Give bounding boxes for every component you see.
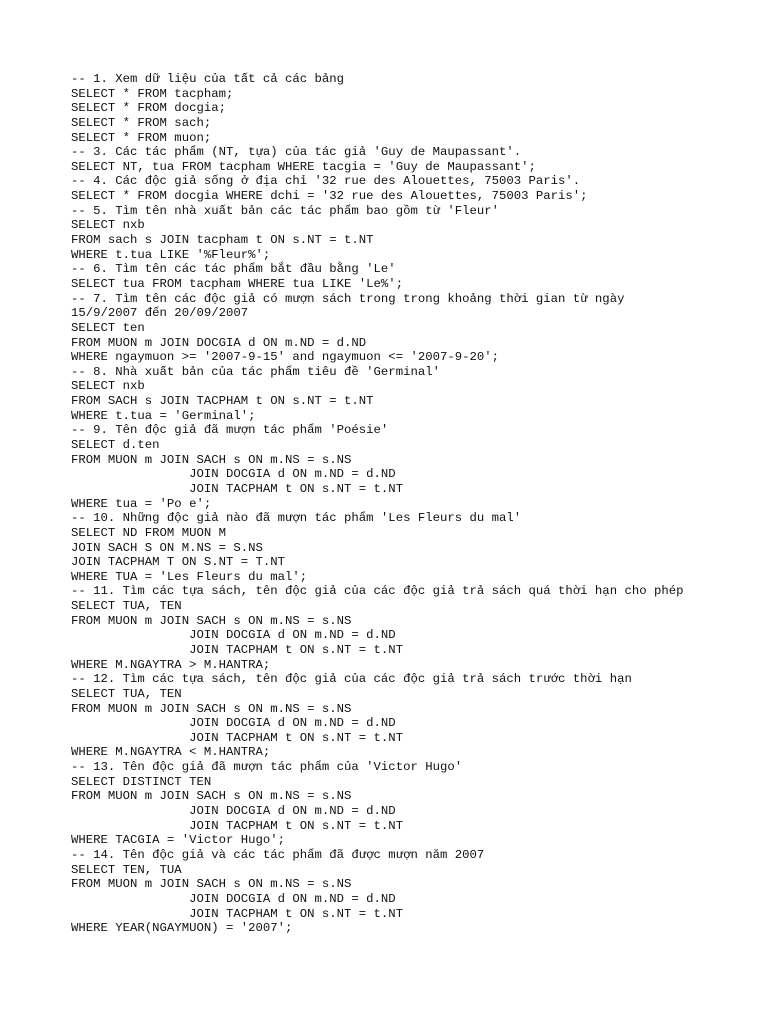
- code-line: JOIN TACPHAM t ON s.NT = t.NT: [71, 906, 404, 921]
- code-line: -- 3. Các tác phẩm (NT, tựa) của tác giả 'Guy de Maupassant'.: [71, 145, 522, 160]
- code-line: JOIN DOCGIA d ON m.ND = d.ND: [71, 628, 396, 643]
- code-line: WHERE ngaymuon >= '2007-9-15' and ngaymuon <= '2007-9-20';: [71, 350, 500, 365]
- code-line: SELECT DISTINCT TEN: [71, 774, 212, 789]
- code-line: SELECT tua FROM tacpham WHERE tua LIKE 'Le%';: [71, 276, 404, 291]
- code-line: FROM MUON m JOIN SACH s ON m.NS = s.NS: [71, 452, 352, 467]
- code-line: WHERE t.tua = 'Germinal';: [71, 408, 256, 423]
- code-line: 15/9/2007 đến 20/09/2007: [71, 306, 249, 321]
- code-line: FROM SACH s JOIN TACPHAM t ON s.NT = t.NT: [71, 394, 374, 409]
- code-line: SELECT TEN, TUA: [71, 862, 182, 877]
- code-line: FROM MUON m JOIN SACH s ON m.NS = s.NS: [71, 701, 352, 716]
- code-line: WHERE t.tua LIKE '%Fleur%';: [71, 247, 271, 262]
- code-line: SELECT TUA, TEN: [71, 599, 182, 614]
- code-line: WHERE M.NGAYTRA > M.HANTRA;: [71, 657, 271, 672]
- code-line: -- 8. Nhà xuất bản của tác phẩm tiêu đề 'Germinal': [71, 364, 440, 379]
- code-line: SELECT NT, tua FROM tacpham WHERE tacgia = 'Guy de Maupassant';: [71, 159, 536, 174]
- code-line: JOIN TACPHAM t ON s.NT = t.NT: [71, 730, 404, 745]
- code-line: JOIN TACPHAM t ON s.NT = t.NT: [71, 481, 404, 496]
- code-line: FROM MUON m JOIN SACH s ON m.NS = s.NS: [71, 613, 352, 628]
- code-line: WHERE M.NGAYTRA < M.HANTRA;: [71, 745, 271, 760]
- code-line: JOIN TACPHAM t ON s.NT = t.NT: [71, 642, 404, 657]
- code-line: FROM sach s JOIN tacpham t ON s.NT = t.NT: [71, 233, 374, 248]
- code-line: WHERE TUA = 'Les Fleurs du mal';: [71, 569, 308, 584]
- code-line: JOIN DOCGIA d ON m.ND = d.ND: [71, 467, 396, 482]
- code-line: JOIN DOCGIA d ON m.ND = d.ND: [71, 891, 396, 906]
- code-line: SELECT ND FROM MUON M: [71, 525, 226, 540]
- code-line: -- 13. Tên độc giả đã mượn tác phẩm của 'Victor Hugo': [71, 760, 463, 775]
- code-line: FROM MUON m JOIN SACH s ON m.NS = s.NS: [71, 877, 352, 892]
- code-line: -- 7. Tìm tên các độc giả có mượn sách trong trong khoảng thời gian từ ngày: [71, 291, 625, 306]
- code-line: JOIN DOCGIA d ON m.ND = d.ND: [71, 804, 396, 819]
- code-line: SELECT ten: [71, 320, 145, 335]
- code-line: JOIN TACPHAM T ON S.NT = T.NT: [71, 555, 286, 570]
- code-line: -- 6. Tìm tên các tác phẩm bắt đầu bằng 'Le': [71, 262, 396, 277]
- code-line: SELECT * FROM docgia WHERE dchi = '32 rue des Alouettes, 75003 Paris';: [71, 189, 588, 204]
- code-line: SELECT * FROM docgia;: [71, 101, 226, 116]
- code-line: -- 11. Tìm các tựa sách, tên độc giả của các độc giả trả sách quá thời hạn cho phép: [71, 584, 684, 599]
- code-line: -- 12. Tìm các tựa sách, tên độc giả của các độc giả trả sách trước thời hạn: [71, 672, 632, 687]
- code-line: -- 5. Tìm tên nhà xuất bản các tác phẩm bao gồm từ 'Fleur': [71, 203, 500, 218]
- code-line: FROM MUON m JOIN DOCGIA d ON m.ND = d.ND: [71, 335, 367, 350]
- code-line: JOIN TACPHAM t ON s.NT = t.NT: [71, 818, 404, 833]
- code-line: WHERE tua = 'Po e';: [71, 496, 212, 511]
- code-line: -- 14. Tên độc giả và các tác phẩm đã được mượn năm 2007: [71, 847, 485, 862]
- code-line: SELECT * FROM tacpham;: [71, 86, 234, 101]
- code-line: SELECT d.ten: [71, 438, 160, 453]
- code-line: -- 4. Các độc giả sống ở địa chỉ '32 rue des Alouettes, 75003 Paris'.: [71, 174, 581, 189]
- sql-code-block: [71, 72, 684, 936]
- code-line: FROM MUON m JOIN SACH s ON m.NS = s.NS: [71, 789, 352, 804]
- code-line: -- 9. Tên độc giả đã mượn tác phẩm 'Poésie': [71, 423, 389, 438]
- code-line: JOIN DOCGIA d ON m.ND = d.ND: [71, 716, 396, 731]
- code-line: JOIN SACH S ON M.NS = S.NS: [71, 540, 263, 555]
- code-line: -- 1. Xem dữ liệu của tất cả các bảng: [71, 72, 345, 86]
- code-line: SELECT TUA, TEN: [71, 686, 182, 701]
- code-line: SELECT nxb: [71, 218, 145, 233]
- code-line: WHERE TACGIA = 'Victor Hugo';: [71, 833, 286, 848]
- code-line: SELECT * FROM sach;: [71, 115, 212, 130]
- code-line: -- 10. Những độc giả nào đã mượn tác phẩm 'Les Fleurs du mal': [71, 511, 522, 526]
- code-line: WHERE YEAR(NGAYMUON) = '2007';: [71, 921, 293, 936]
- code-line: SELECT nxb: [71, 379, 145, 394]
- code-line: SELECT * FROM muon;: [71, 130, 212, 145]
